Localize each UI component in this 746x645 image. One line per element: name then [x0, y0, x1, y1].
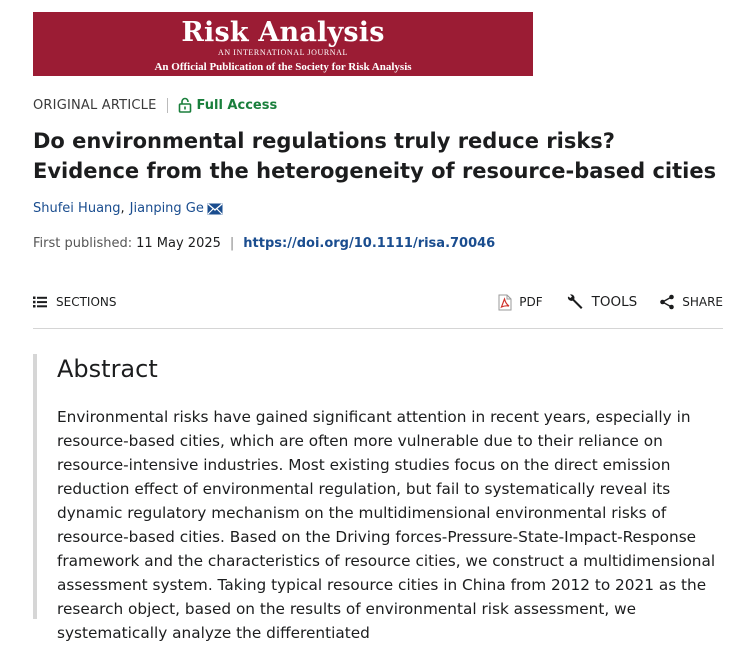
- first-published-label: First published:: [33, 236, 133, 251]
- article-title: Do environmental regulations truly reduce risks? Evidence from the heterogeneity of resource-based cities: [33, 129, 717, 183]
- doi-link[interactable]: https://doi.org/10.1111/risa.70046: [243, 236, 496, 251]
- article-toolbar: [33, 290, 723, 314]
- publication-date: 11 May 2025: [136, 236, 221, 251]
- mail-icon[interactable]: [207, 203, 223, 215]
- toolbar-actions: [476, 290, 723, 314]
- author-link-ge[interactable]: Jianping Ge: [129, 201, 204, 216]
- journal-name: Risk Analysis: [181, 17, 385, 48]
- publication-info: [33, 236, 495, 251]
- author-link-huang[interactable]: Shufei Huang: [33, 201, 121, 216]
- author-separator: ,: [120, 201, 125, 216]
- full-access-label: Full Access: [196, 97, 278, 113]
- journal-banner[interactable]: [33, 12, 533, 76]
- journal-subtitle: AN INTERNATIONAL JOURNAL: [217, 48, 349, 57]
- abstract-body: Environmental risks have gained significant attention in recent years, especially in resource-based cities, which are often more vulnerable due to their reliance on resource-intensive industries. Most existing studies focus on the direct emission reduction effect of environmental regulation, but fail to systematically reveal its dynamic regulatory mechanism on the multidimensional environmental risks of resource-based cities. Based on the Driving forces-Pressure-State-Impact-Response framework and the characteristics of resource cities, we construct a multidimensional assessment system. Taking typical resource cities in China from 2012 to 2021 as the research object, based on the results of environmental risk assessment, we systematically analyze the differentiated: [57, 408, 716, 642]
- abstract-accent-bar: [33, 354, 37, 619]
- author-list: [33, 201, 223, 216]
- article-meta-row: [33, 96, 277, 114]
- lock-icon: [178, 97, 192, 113]
- article-type: ORIGINAL ARTICLE: [33, 97, 157, 113]
- pubinfo-separator: |: [229, 236, 235, 251]
- pdf-label: PDF: [519, 295, 543, 309]
- abstract-heading: Abstract: [57, 355, 158, 383]
- share-button[interactable]: [659, 294, 723, 310]
- journal-publisher-line: An Official Publication of the Society for Risk Analysis: [154, 61, 412, 73]
- sections-label: SECTIONS: [56, 295, 117, 309]
- pdf-icon: [498, 294, 512, 311]
- share-label: SHARE: [682, 295, 723, 309]
- meta-separator: [167, 98, 168, 113]
- tools-label: TOOLS: [591, 294, 638, 310]
- wrench-icon: [565, 292, 585, 312]
- share-icon: [659, 294, 675, 310]
- toolbar-divider: [33, 328, 723, 329]
- sections-button[interactable]: [33, 290, 117, 314]
- tools-button[interactable]: [565, 292, 638, 312]
- pdf-button[interactable]: [498, 294, 542, 311]
- list-icon: [33, 296, 47, 308]
